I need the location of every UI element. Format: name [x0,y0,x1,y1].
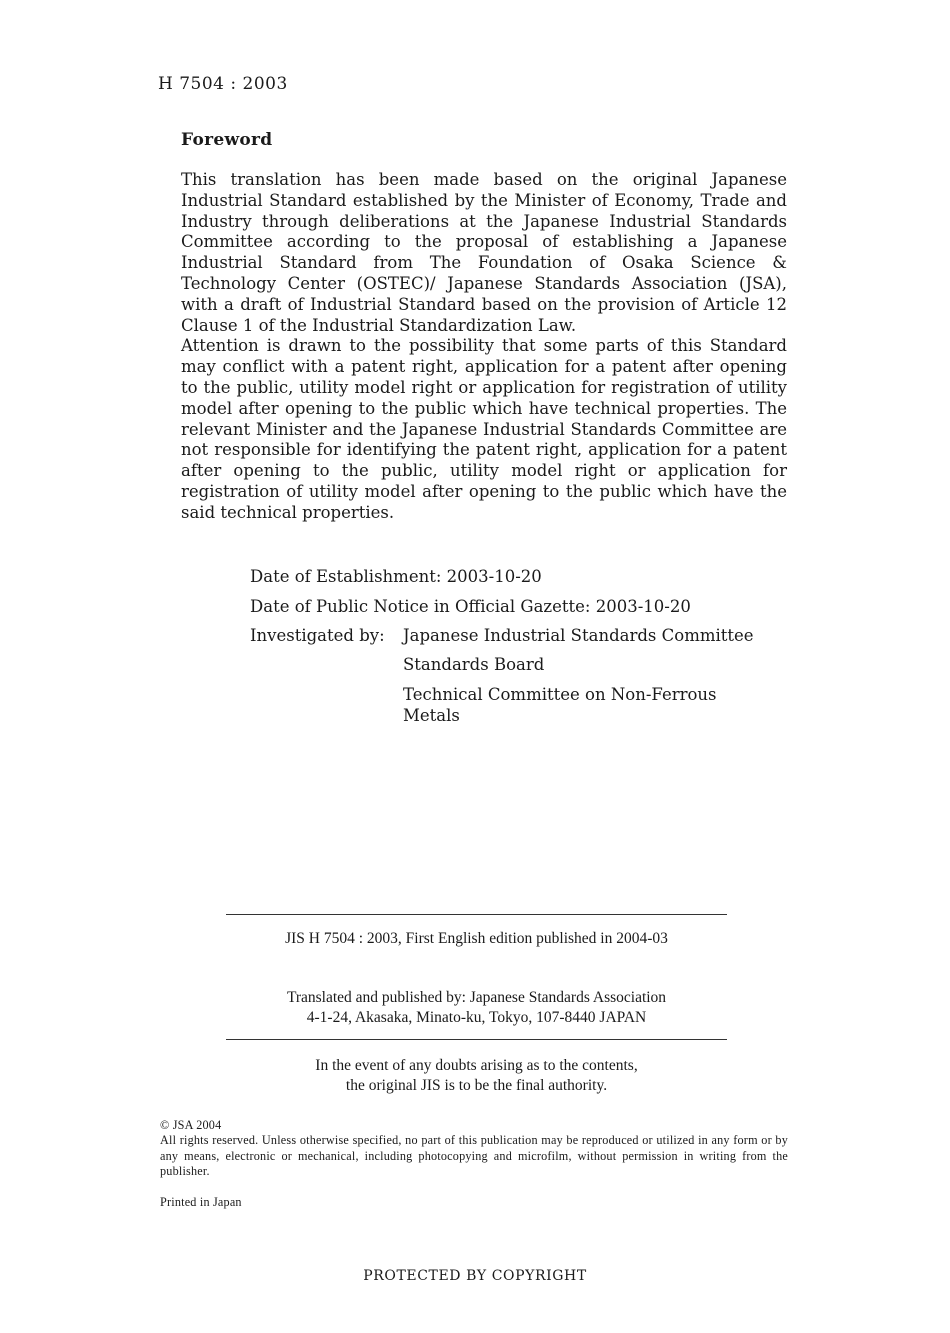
authority-line-1: In the event of any doubts arising as to the contents, [315,1057,638,1074]
establishment-date-label: Date of Establishment: [250,567,442,586]
protected-by-copyright-footer: PROTECTED BY COPYRIGHT [363,1268,587,1284]
investigated-by-item-1: Japanese Industrial Standards Committee [403,626,754,645]
foreword-paragraph-1: This translation has been made based on the original Japanese Industrial Standard established by the Minister of Economy, Trade and Industry through deliberations at the Japanese Industrial Standards Committee according to the proposal of establishing a Japanese Industrial Standard from The Foundation of Osaka Science & Technology Center (OSTEC)/ Japanese Standards Association (JSA), with a draft of Industrial Standard based on the provision of Article 12 Clause 1 of the Industrial Standardization Law. [181,170,787,335]
establishment-date-line [250,567,542,586]
address-line: 4-1-24, Akasaka, Minato-ku, Tokyo, 107-8440 JAPAN [306,1009,647,1026]
investigated-by-label: Investigated by: [250,626,385,645]
foreword-heading: Foreword [181,130,273,150]
investigated-by-item-2: Standards Board [403,655,545,674]
authority-line-2: the original JIS is to be the final authority. [345,1077,608,1094]
foreword-body [181,170,787,524]
publisher-line: Translated and published by: Japanese Standards Association [286,989,667,1006]
investigated-by-item-3: Technical Committee on Non-Ferrous Metals [403,685,717,725]
establishment-date-value: 2003-10-20 [446,567,542,586]
bottom-divider [226,1039,727,1040]
top-divider [226,914,727,915]
edition-line: JIS H 7504 : 2003, First English edition published in 2004-03 [285,930,668,947]
printed-in-japan: Printed in Japan [160,1195,242,1209]
document-number-header: H 7504 : 2003 [158,74,288,94]
foreword-paragraph-2: Attention is drawn to the possibility that some parts of this Standard may conflict with a patent right, application for a patent after opening to the public, utility model right or application for registration of utility model after opening to the public which have technical properties. The relevant Minister and the Japanese Industrial Standards Committee are not responsible for identifying the patent right, application for a patent after opening to the public, utility model right or application for registration of utility model after opening to the public which have the said technical properties. [181,336,787,522]
public-notice-date-label: Date of Public Notice in Official Gazette: [250,597,591,616]
public-notice-date-value: 2003-10-20 [595,597,691,616]
rights-reserved-text: All rights reserved. Unless otherwise specified, no part of this publication may be reproduced or utilized in any form or by any means, electronic or mechanical, including photocopying and microfilm, without permission in writing from the publisher. [160,1133,788,1179]
copyright-symbol-line: © JSA 2004 [160,1118,222,1132]
public-notice-date-line [250,597,691,616]
